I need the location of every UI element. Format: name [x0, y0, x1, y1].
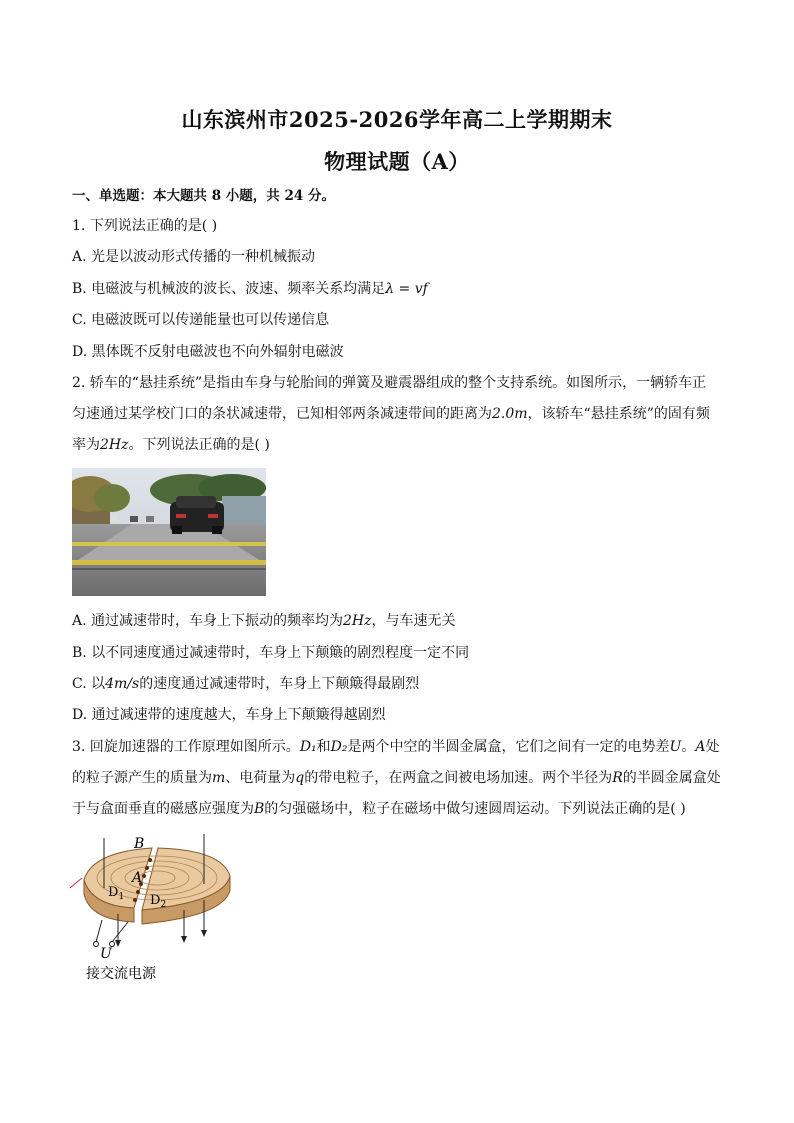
- exam-title: 山东滨州市2025-2026学年高二上学期期末: [181, 107, 613, 132]
- q3-m: m: [212, 770, 226, 786]
- q3-line1-text: 3. 回旋加速器的工作原理如图所示。: [72, 739, 300, 755]
- speed-bump-car-photo: [72, 468, 266, 596]
- q1-option-b: [72, 279, 428, 299]
- q1-option-d: D. 黑体既不反射电磁波也不向外辐射电磁波: [72, 344, 344, 360]
- q3-r: R: [612, 770, 623, 786]
- q2-option-d: D. 通过减速带的速度越大，车身上下颠簸得越剧烈: [72, 707, 386, 723]
- q2-option-a-text: A. 通过减速带时，车身上下振动的频率均为: [72, 613, 344, 629]
- q2-stem-line3: [72, 435, 270, 455]
- q2-option-a-end: ，与车速无关: [371, 613, 456, 629]
- q3-line2-text: 的粒子源产生的质量为: [72, 770, 212, 786]
- label-a: A: [132, 870, 143, 886]
- q2-stem-line2: [72, 404, 710, 424]
- q1-option-a: A. 光是以波动形式传播的一种机械振动: [72, 249, 316, 265]
- label-d1: $D_1$: [108, 885, 125, 902]
- cyclotron-diagram: [62, 830, 242, 990]
- q3-d1: D₁: [299, 739, 317, 755]
- q2-line3-text: 率为: [72, 437, 100, 453]
- q3-q: q: [295, 770, 305, 786]
- q3-line2-end: 的带电粒子，在两盒之间被电场加速。两个半径为: [304, 770, 613, 786]
- power-caption: 接交流电源: [86, 966, 156, 982]
- q3-and: 和: [316, 739, 331, 755]
- q2-option-b: B. 以不同速度通过减速带时，车身上下颠簸的剧烈程度一定不同: [72, 645, 470, 661]
- q2-frequency-value: 2Hz: [100, 437, 129, 453]
- q1-option-c: C. 电磁波既可以传递能量也可以传递信息: [72, 312, 330, 328]
- exam-subtitle: 物理试题（A）: [324, 149, 470, 174]
- q3-line2-mid: 、电荷量为: [225, 770, 296, 786]
- q3-stem-line1: [72, 737, 719, 757]
- q3-sep: 。: [681, 739, 696, 755]
- q3-a: A: [695, 739, 706, 755]
- q2-option-a: [72, 611, 456, 631]
- q2-option-c-text: C. 以: [72, 676, 106, 692]
- label-b: B: [134, 836, 145, 852]
- q3-u: U: [669, 739, 682, 755]
- q3-stem-line3: [72, 799, 686, 819]
- q3-line2-tail: 的半圆金属盒处: [622, 770, 721, 786]
- q2-option-c: [72, 674, 419, 694]
- q2-line3-end: 。下列说法正确的是( ): [128, 437, 270, 453]
- car-photo-illustration: [72, 468, 266, 596]
- q2-option-a-value: 2Hz: [343, 613, 372, 629]
- label-u: U: [100, 946, 112, 962]
- q2-distance-value: 2.0m: [492, 406, 528, 422]
- q3-d2: D₂: [330, 739, 348, 755]
- q1-option-b-text: B. 电磁波与机械波的波长、波速、频率关系均满足: [72, 281, 386, 297]
- q3-line1-end: 处: [705, 739, 720, 755]
- q3-line3-text: 于与盒面垂直的磁感应强度为: [72, 801, 254, 817]
- q2-option-c-value: 4m/s: [105, 676, 140, 692]
- q2-line2-text: 匀速通过某学校门口的条状减速带，已知相邻两条减速带间的距离为: [72, 406, 492, 422]
- q3-line3-end: 的匀强磁场中，粒子在磁场中做匀速圆周运动。下列说法正确的是( ): [264, 801, 686, 817]
- q3-line1-mid: 是两个中空的半圆金属盒，它们之间有一定的电势差: [347, 739, 670, 755]
- cyclotron-illustration: [62, 830, 242, 990]
- q2-stem-line1: 2. 轿车的“悬挂系统”是指由车身与轮胎间的弹簧及避震器组成的整个支持系统。如图所示，一辆轿车正: [72, 375, 707, 391]
- q3-b: B: [254, 801, 265, 817]
- q2-option-c-end: 的速度通过减速带时，车身上下颠簸得最剧烈: [139, 676, 420, 692]
- q3-stem-line2: [72, 768, 721, 788]
- section-heading: 一、单选题：本大题共 8 小题，共 24 分。: [72, 188, 335, 204]
- label-d2: $D_2$: [150, 893, 167, 910]
- q2-line2-end: ，该轿车“悬挂系统”的固有频: [527, 406, 710, 422]
- q1-option-b-formula: λ = vf: [385, 281, 428, 297]
- q1-stem: 1. 下列说法正确的是( ): [72, 218, 218, 234]
